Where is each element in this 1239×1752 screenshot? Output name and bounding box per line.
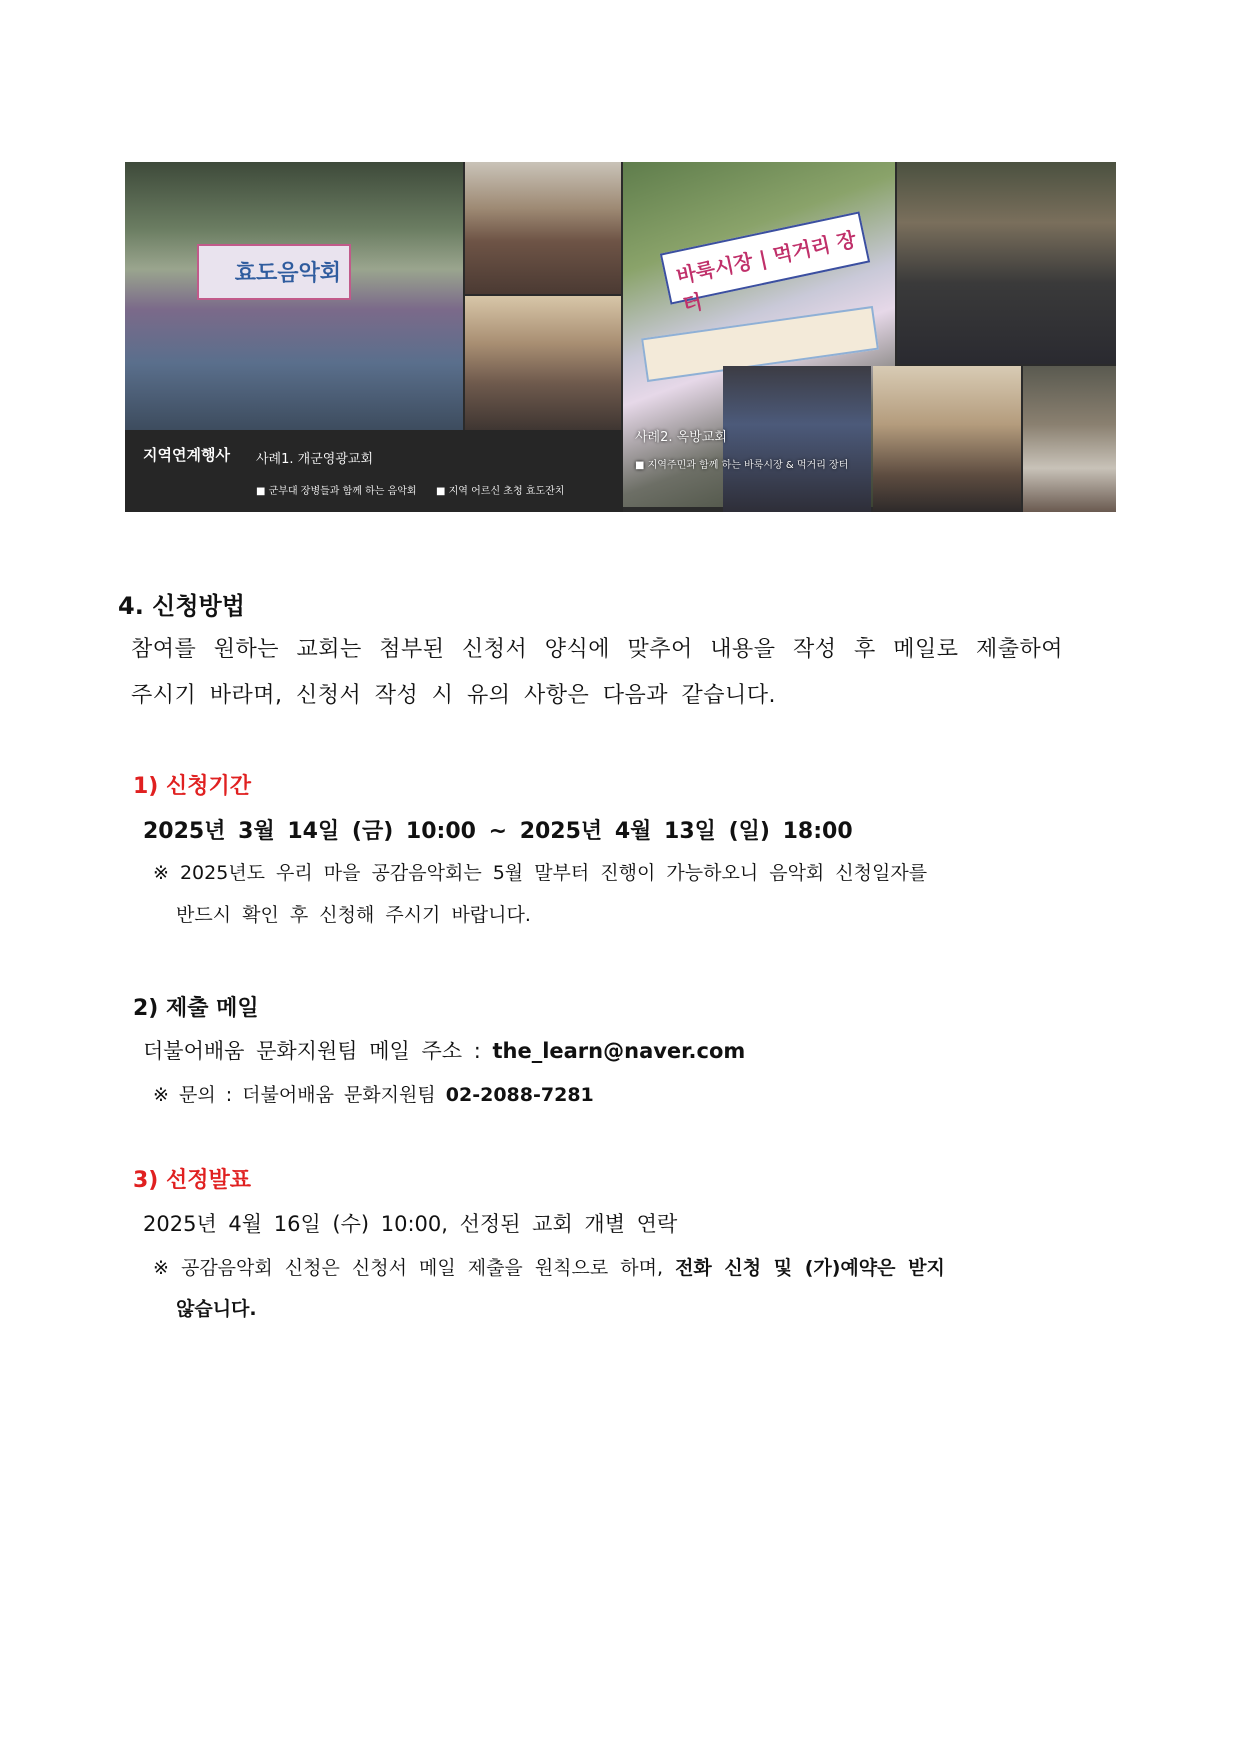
photo-stage-performance [873,366,1021,512]
photo-church-interior [465,162,621,294]
intro-line-1: 참여를 원하는 교회는 첨부된 신청서 양식에 맞추어 내용을 작성 후 메일로 제출하여 [131,637,1063,662]
banner-text: 바룩시장 | 먹거리 장터 [674,226,859,317]
photo-church-audience [465,296,621,430]
case2-note: ■ 지역주민과 함께 하는 바룩시장 & 먹거리 장터 [635,460,849,471]
mail-title: 2) 제출 메일 [133,996,259,1021]
event-photo-collage [125,162,1116,512]
intro-line-2: 주시기 바라며, 신청서 작성 시 유의 사항은 다음과 같습니다. [131,683,776,708]
case2-title: 사례2. 옥방교회 [635,430,727,445]
announce-text: 2025년 4월 16일 (수) 10:00, 선정된 교회 개별 연락 [143,1212,678,1236]
inquiry-label: ※ 문의 : 더불어배움 문화지원팀 [153,1084,446,1106]
case1-title: 사례1. 개군영광교회 [256,452,373,467]
mail-label: 더불어배움 문화지원팀 메일 주소 : [143,1039,493,1063]
photo-market-stall [1023,366,1116,512]
period-note-line1: ※ 2025년도 우리 마을 공감음악회는 5월 말부터 진행이 가능하오니 음악회 신청일자를 [153,862,928,884]
case1-note1: ■ 군부대 장병들과 함께 하는 음악회 [256,486,417,497]
market-banner [660,211,870,317]
announce-note-line2: 않습니다. [176,1298,257,1320]
mail-address[interactable]: the_learn@naver.com [492,1039,746,1063]
mail-line [143,1035,745,1065]
photo-audience-clapping [897,162,1116,364]
period-dates: 2025년 3월 14일 (금) 10:00 ~ 2025년 4월 13일 (일) 18:00 [143,819,853,844]
concert-banner [197,244,351,300]
caption-band [125,430,623,512]
period-title: 1) 신청기간 [133,774,252,799]
case1-note2: ■ 지역 어르신 초청 효도잔치 [436,486,565,497]
period-note-line2: 반드시 확인 후 신청해 주시기 바랍니다. [176,904,531,926]
announce-title: 3) 선정발표 [133,1168,252,1193]
inquiry-phone: 02-2088-7281 [445,1084,594,1106]
announce-note-bold: 전화 신청 및 (가)예약은 받지 [675,1257,945,1279]
announce-note-line1 [153,1253,945,1280]
banner-text: 효도음악회 [234,261,341,286]
photo-concert-tent [125,162,463,430]
collage-caption-title: 지역연계행사 [143,446,230,464]
inquiry-line [153,1080,594,1107]
section-heading: 4. 신청방법 [118,592,245,620]
photo-crowd [723,366,871,512]
announce-note-prefix: ※ 공감음악회 신청은 신청서 메일 제출을 원칙으로 하며, [153,1257,676,1279]
